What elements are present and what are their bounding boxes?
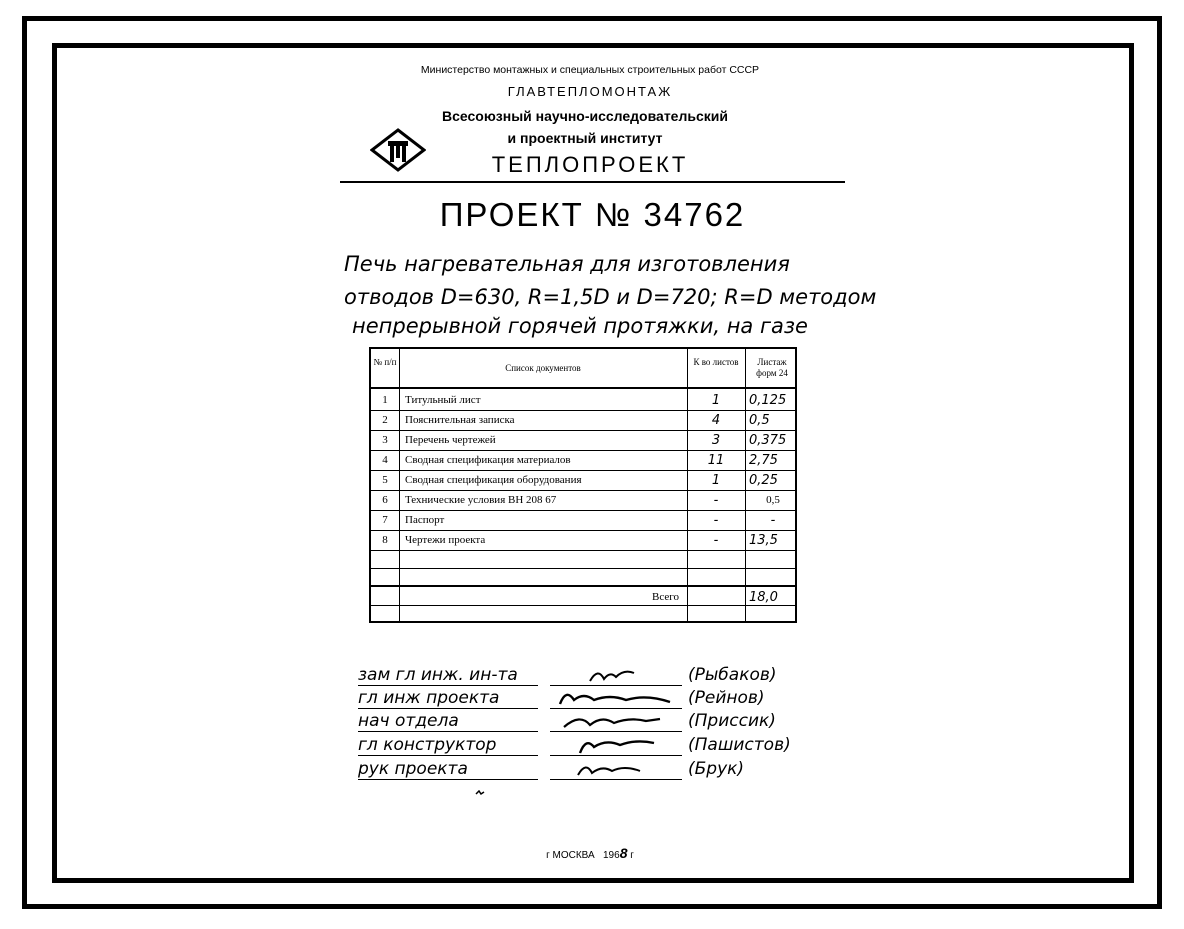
signature-mark xyxy=(550,711,682,732)
project-title-line-3: непрерывной горячей протяжки, на газе xyxy=(352,314,808,338)
table-row: 2 Пояснительная записка 4 0,5 xyxy=(382,413,770,428)
table-row: 5 Сводная спецификация оборудования 1 0,25 xyxy=(382,473,778,488)
signature-mark xyxy=(550,665,682,686)
table-header-num: № п/п xyxy=(373,357,397,367)
signature-row: зам гл инж. ин-та (Рыбаков) xyxy=(358,665,777,685)
institute-line-2: и проектный институт xyxy=(507,130,663,146)
project-number-title: ПРОЕКТ № 34762 xyxy=(439,196,746,233)
ink-mark-icon xyxy=(475,790,485,796)
table-row: 8 Чертежи проекта - 13,5 xyxy=(382,533,778,548)
table-header-name: Список документов xyxy=(505,363,581,373)
signature-row: рук проекта (Брук) xyxy=(358,759,745,779)
ministry-name: Министерство монтажных и специальных строительных работ СССР xyxy=(420,64,760,76)
signature-row: гл конструктор (Пашистов) xyxy=(358,735,791,755)
documents-table xyxy=(369,347,797,623)
table-row: 4 Сводная спецификация материалов 11 2,75 xyxy=(382,453,778,468)
table-row: 7 Паспорт - - xyxy=(382,513,776,528)
signature-row: нач отдела (Приссик) xyxy=(358,711,776,731)
footer-year-suffix: г xyxy=(630,850,634,861)
table-row: 6 Технические условия ВН 208 67 - 0,5 xyxy=(382,493,780,508)
footer-year-digit: 8 xyxy=(619,845,628,861)
project-title-line-1: Печь нагревательная для изготовления xyxy=(344,252,790,276)
glavk-name: ГЛАВТЕПЛОМОНТАЖ xyxy=(507,84,673,99)
signature-mark xyxy=(550,759,682,780)
signature-mark xyxy=(550,688,682,709)
table-row: 1 Титульный лист 1 0,125 xyxy=(382,393,787,408)
total-value: 18,0 xyxy=(749,590,778,605)
table-header-line xyxy=(371,387,795,389)
footer-year-prefix: 196 xyxy=(603,850,620,861)
table-row: 3 Перечень чертежей 3 0,375 xyxy=(382,433,787,448)
table-header-forms: Листаж форм 24 xyxy=(756,357,788,378)
footer-city: г МОСКВА xyxy=(546,850,595,861)
header-divider xyxy=(340,181,845,183)
table-header-sheets: К во листов xyxy=(693,357,739,367)
footer-city-year xyxy=(470,845,710,861)
institute-line-1: Всесоюзный научно-исследовательский xyxy=(442,108,728,124)
signature-mark xyxy=(550,735,682,756)
project-title-line-2: отводов D=630, R=1,5D и D=720; R=D методом xyxy=(344,285,877,309)
total-label: Всего xyxy=(652,591,679,603)
signature-row: гл инж проекта (Рейнов) xyxy=(358,688,765,708)
institute-name: ТЕПЛОПРОЕКТ xyxy=(491,152,689,177)
